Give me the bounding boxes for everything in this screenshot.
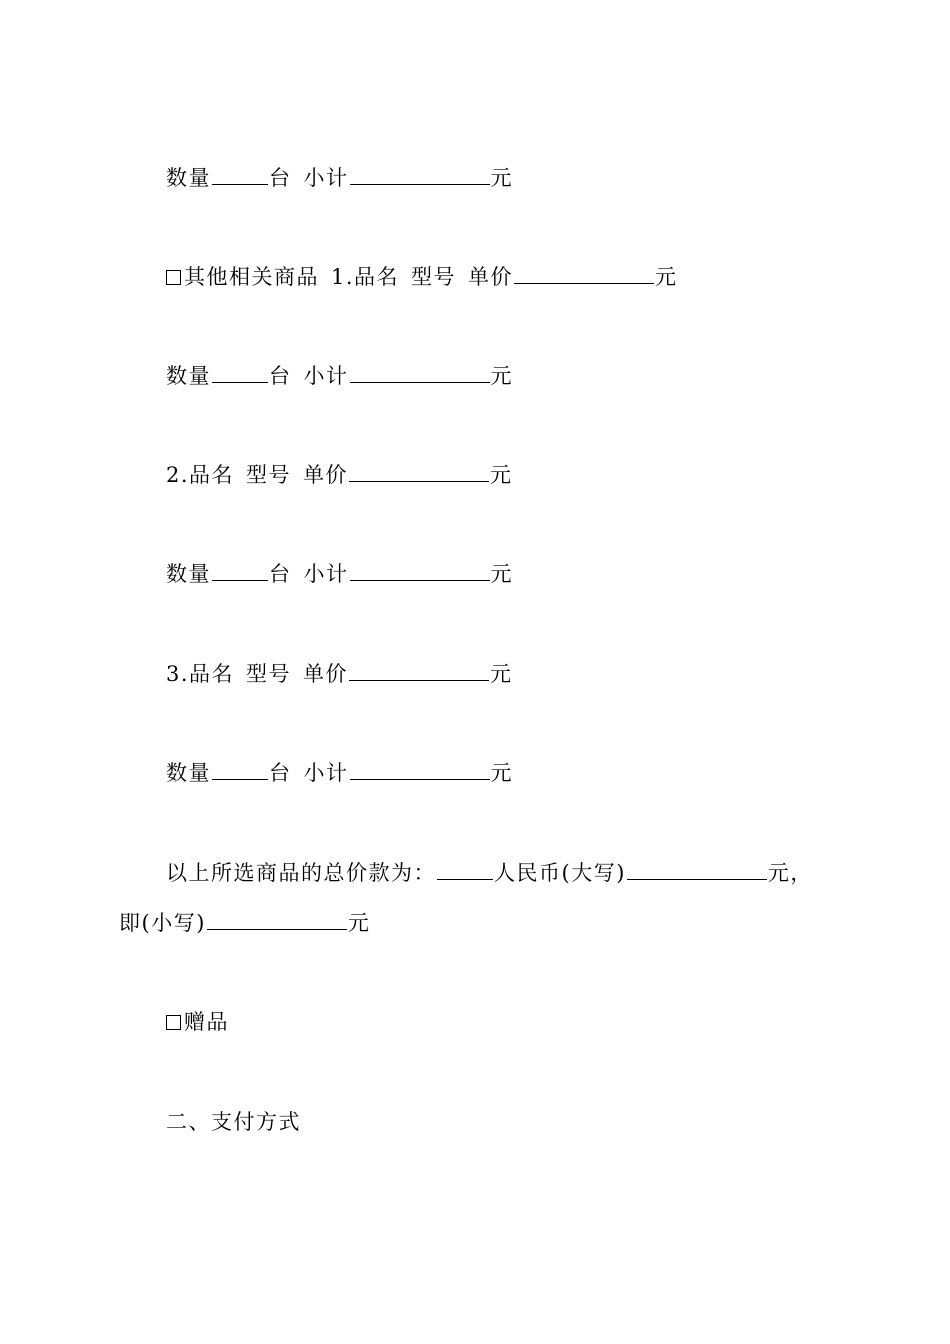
total-price-continuation <box>119 909 370 937</box>
subtotal-blank[interactable] <box>350 759 490 780</box>
total-price-line <box>166 859 813 887</box>
subtotal-label: 小计 <box>303 166 349 190</box>
quantity-label: 数量 <box>166 364 211 388</box>
currency-label: 元， <box>767 861 813 885</box>
unit-price-blank[interactable] <box>514 263 654 284</box>
quantity-blank[interactable] <box>212 362 268 383</box>
currency-label: 元 <box>490 662 513 686</box>
other-products-checkbox[interactable] <box>166 270 181 285</box>
subtotal-label: 小计 <box>303 761 349 785</box>
currency-label: 元 <box>490 761 513 785</box>
quantity-blank[interactable] <box>212 164 268 185</box>
currency-label: 元 <box>490 364 513 388</box>
subtotal-blank[interactable] <box>350 560 490 581</box>
unit-label: 台 <box>269 166 292 190</box>
unit-label: 台 <box>269 761 292 785</box>
unit-label: 台 <box>269 364 292 388</box>
product-name-label: 1.品名 <box>331 265 400 289</box>
quantity-label: 数量 <box>166 761 211 785</box>
quantity-line-3 <box>166 560 513 588</box>
total-blank[interactable] <box>437 859 493 880</box>
product-name-label: 3.品名 <box>166 662 235 686</box>
quantity-label: 数量 <box>166 562 211 586</box>
payment-method-heading: 二、支付方式 <box>166 1110 301 1134</box>
other-products-label: 其他相关商品 <box>184 265 319 289</box>
quantity-line-1 <box>166 164 513 192</box>
total-price-label: 以上所选商品的总价款为： <box>166 861 436 885</box>
unit-price-blank[interactable] <box>349 461 489 482</box>
quantity-blank[interactable] <box>212 560 268 581</box>
subtotal-blank[interactable] <box>350 164 490 185</box>
product-name-label: 2.品名 <box>166 463 235 487</box>
gift-label: 赠品 <box>184 1010 229 1034</box>
currency-label: 元 <box>655 265 678 289</box>
subtotal-label: 小计 <box>303 562 349 586</box>
unit-price-label: 单价 <box>303 463 349 487</box>
quantity-blank[interactable] <box>212 759 268 780</box>
model-label: 型号 <box>246 662 292 686</box>
lowercase-amount-label: 即(小写) <box>119 911 206 935</box>
subtotal-blank[interactable] <box>350 362 490 383</box>
unit-label: 台 <box>269 562 292 586</box>
currency-label: 元 <box>490 463 513 487</box>
rmb-uppercase-label: 人民币(大写) <box>494 861 626 885</box>
model-label: 型号 <box>246 463 292 487</box>
other-products-line <box>166 263 678 291</box>
item-line-2 <box>166 461 513 489</box>
gift-checkbox[interactable] <box>166 1015 181 1030</box>
quantity-line-4 <box>166 759 513 787</box>
currency-label: 元 <box>490 166 513 190</box>
unit-price-blank[interactable] <box>349 660 489 681</box>
model-label: 型号 <box>411 265 457 289</box>
subtotal-label: 小计 <box>303 364 349 388</box>
currency-label: 元 <box>347 911 371 935</box>
quantity-line-2 <box>166 362 513 390</box>
quantity-label: 数量 <box>166 166 211 190</box>
item-line-3 <box>166 660 513 688</box>
gift-line <box>166 1008 229 1036</box>
rmb-uppercase-blank[interactable] <box>627 859 767 880</box>
lowercase-amount-blank[interactable] <box>207 909 347 930</box>
currency-label: 元 <box>490 562 513 586</box>
unit-price-label: 单价 <box>303 662 349 686</box>
section-heading-payment <box>166 1108 301 1136</box>
unit-price-label: 单价 <box>468 265 514 289</box>
